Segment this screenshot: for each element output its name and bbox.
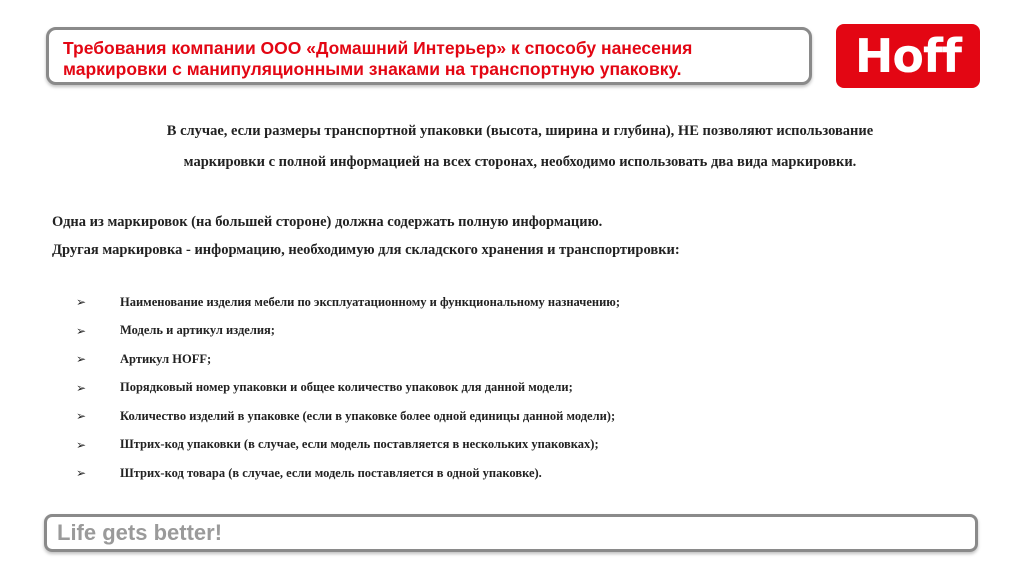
arrowhead-icon: ➢ bbox=[76, 409, 87, 424]
intro-line-2: маркировки с полной информацией на всех сторонах, необходимо использовать два вида маркировки. bbox=[183, 154, 857, 170]
footer-slogan: Life gets better! bbox=[57, 520, 223, 545]
title-box bbox=[46, 27, 812, 85]
hoff-logo bbox=[836, 24, 980, 88]
list-item-text: Артикул HOFF; bbox=[120, 351, 212, 366]
arrowhead-icon: ➢ bbox=[76, 295, 87, 310]
arrowhead-icon: ➢ bbox=[76, 380, 87, 395]
footer-box bbox=[44, 514, 978, 552]
list-item-text: Порядковый номер упаковки и общее количество упаковок для данной модели; bbox=[120, 380, 573, 395]
intro-paragraph bbox=[70, 116, 970, 178]
requirements-list bbox=[76, 288, 936, 488]
list-item-text: Штрих-код упаковки (в случае, если модель поставляется в нескольких упаковках); bbox=[120, 437, 599, 452]
list-item bbox=[76, 345, 936, 374]
body-line-2: Другая маркировка - информацию, необходимую для складского хранения и транспортировки: bbox=[52, 242, 680, 258]
logo-text: Hoff bbox=[854, 29, 962, 83]
list-item bbox=[76, 459, 936, 488]
list-item bbox=[76, 402, 936, 431]
list-item-text: Количество изделий в упаковке (если в упаковке более одной единицы данной модели); bbox=[120, 408, 616, 423]
list-item-text: Штрих-код товара (в случае, если модель поставляется в одной упаковке). bbox=[120, 465, 542, 480]
list-item bbox=[76, 317, 936, 346]
list-item-text: Модель и артикул изделия; bbox=[120, 323, 275, 338]
arrowhead-icon: ➢ bbox=[76, 352, 87, 367]
intro-line-1: В случае, если размеры транспортной упаковки (высота, ширина и глубина), НЕ позволяют использование bbox=[166, 123, 874, 139]
list-item bbox=[76, 431, 936, 460]
arrowhead-icon: ➢ bbox=[76, 466, 87, 481]
title-line-2: маркировки с манипуляционными знаками на транспортную упаковку. bbox=[63, 59, 682, 79]
body-paragraph bbox=[52, 208, 972, 264]
list-item bbox=[76, 374, 936, 403]
title-line-1: Требования компании ООО «Домашний Интерьер» к способу нанесения bbox=[63, 38, 693, 58]
list-item-text: Наименование изделия мебели по эксплуатационному и функциональному назначению; bbox=[120, 294, 621, 309]
arrowhead-icon: ➢ bbox=[76, 437, 87, 452]
list-item bbox=[76, 288, 936, 317]
body-line-1: Одна из маркировок (на большей стороне) должна содержать полную информацию. bbox=[52, 214, 603, 230]
arrowhead-icon: ➢ bbox=[76, 323, 87, 338]
